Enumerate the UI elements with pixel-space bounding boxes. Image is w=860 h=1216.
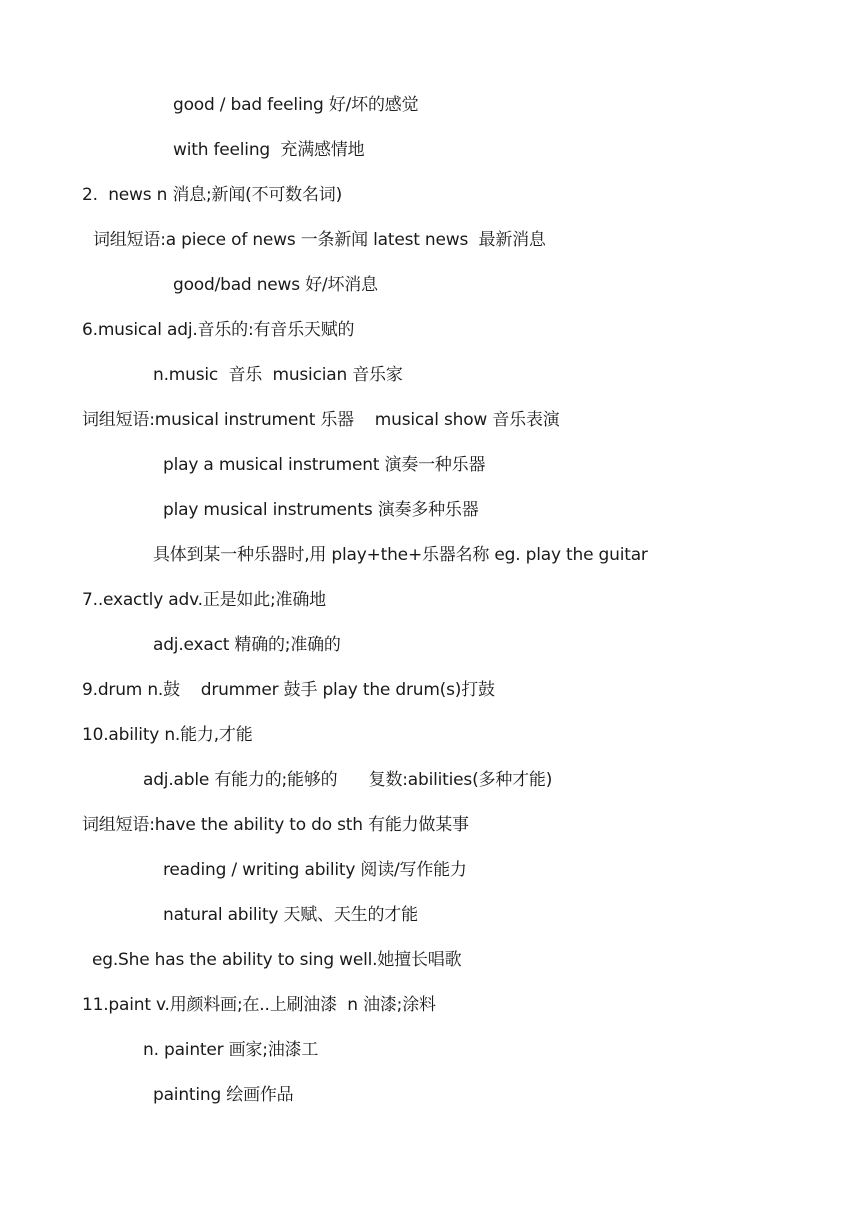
text-line-news-heading: 2. news n 消息;新闻(不可数名词) [82,185,342,205]
text-line-ability-heading: 10.ability n.能力,才能 [82,725,253,745]
text-line-able-abilities: adj.able 有能力的;能够的 复数:abilities(多种才能) [143,770,553,790]
text-line-music-musician: n.music 音乐 musician 音乐家 [153,365,403,385]
text-line-ability-phrases: 词组短语:have the ability to do sth 有能力做某事 [82,815,469,835]
text-line-exactly-heading: 7..exactly adv.正是如此;准确地 [82,590,326,610]
text-line-painting: painting 绘画作品 [153,1085,294,1105]
text-line-reading-writing-ability: reading / writing ability 阅读/写作能力 [163,860,467,880]
text-line-ability-example: eg.She has the ability to sing well.她擅长唱歌 [92,950,462,970]
text-line-musical-heading: 6.musical adj.音乐的:有音乐天赋的 [82,320,355,340]
text-line-good-bad-news: good/bad news 好/坏消息 [173,275,378,295]
text-line-play-the-guitar: 具体到某一种乐器时,用 play+the+乐器名称 eg. play the guitar [153,545,648,565]
text-line-drum-heading: 9.drum n.鼓 drummer 鼓手 play the drum(s)打鼓 [82,680,495,700]
text-line-news-phrases: 词组短语:a piece of news 一条新闻 latest news 最新消息 [93,230,546,250]
text-line-natural-ability: natural ability 天赋、天生的才能 [163,905,418,925]
text-line-play-instruments: play musical instruments 演奏多种乐器 [163,500,479,520]
text-line-paint-heading: 11.paint v.用颜料画;在..上刷油漆 n 油漆;涂料 [82,995,436,1015]
text-line-exact: adj.exact 精确的;准确的 [153,635,341,655]
text-line-musical-phrases: 词组短语:musical instrument 乐器 musical show 音乐表演 [82,410,560,430]
text-line-good-bad-feeling: good / bad feeling 好/坏的感觉 [173,95,419,115]
text-line-with-feeling: with feeling 充满感情地 [173,140,365,160]
text-line-painter: n. painter 画家;油漆工 [143,1040,319,1060]
text-line-play-instrument: play a musical instrument 演奏一种乐器 [163,455,486,475]
